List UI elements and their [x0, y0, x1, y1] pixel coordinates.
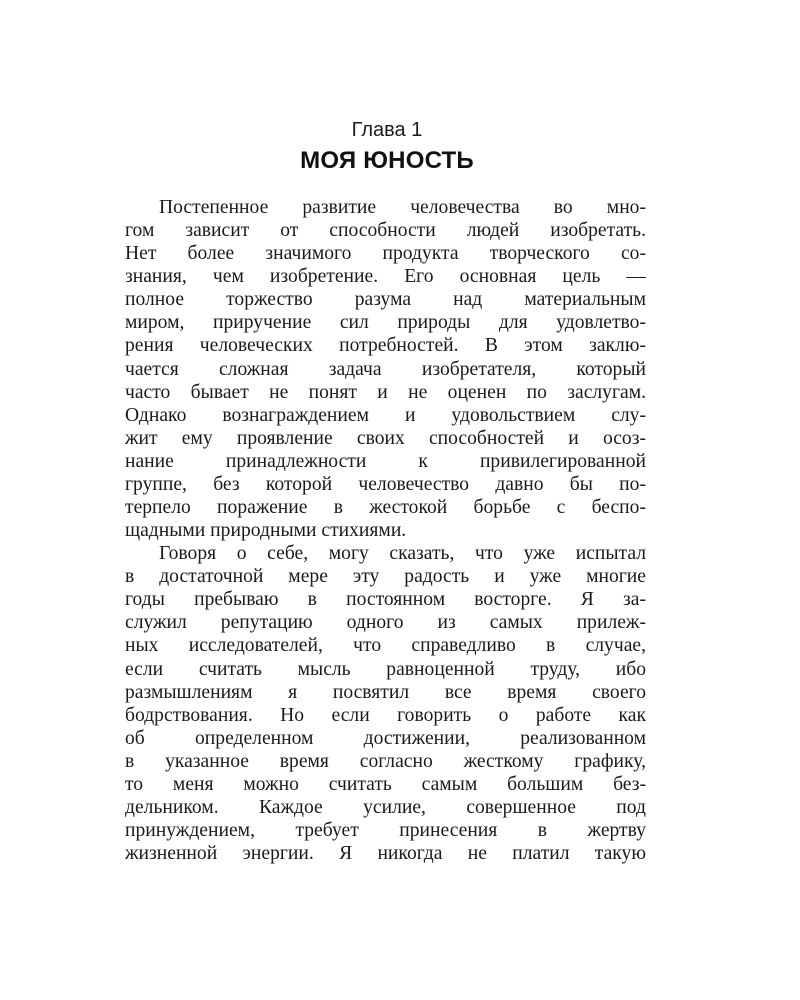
text-line: гом зависит от способности людей изобретать. — [125, 220, 646, 242]
text-line: знания, чем изобретение. Его основная цель — — [125, 266, 646, 288]
text-line: если считать мысль равноценной труду, ибо — [125, 658, 646, 680]
text-line: в указанное время согласно жесткому графику, — [125, 750, 646, 772]
text-line: дельником. Каждое усилие, совершенное под — [125, 797, 646, 819]
chapter-number: Глава 1 — [351, 119, 423, 141]
text-line: Нет более значимого продукта творческого со- — [125, 243, 646, 265]
text-line: терпело поражение в жестокой борьбе с беспо- — [125, 497, 646, 519]
text-line: чается сложная задача изобретателя, который — [125, 358, 646, 380]
text-line: Говоря о себе, могу сказать, что уже испытал — [159, 543, 646, 565]
text-line: Постепенное развитие человечества во мно- — [159, 197, 646, 218]
text-line: рения человеческих потребностей. В этом заклю- — [125, 335, 646, 357]
text-line: Однако вознаграждением и удовольствием слу- — [125, 404, 646, 426]
text-line: полное торжество разума над материальным — [125, 289, 646, 311]
text-line: бодрствования. Но если говорить о работе как — [125, 704, 646, 726]
text-line: ных исследователей, что справедливо в случае, — [125, 635, 646, 657]
paragraph-1 — [125, 196, 646, 542]
text-line: об определенном достижении, реализованном — [125, 727, 646, 749]
text-line: группе, без которой человечество давно бы по- — [125, 473, 646, 495]
paragraph-2 — [125, 542, 646, 865]
text-line: жит ему проявление своих способностей и осоз- — [125, 427, 646, 449]
text-line: миром, приручение сил природы для удовлетво- — [125, 312, 646, 334]
text-line: нание принадлежности к привилегированной — [125, 450, 646, 472]
text-line: щадными природными стихиями. — [125, 520, 407, 542]
text-line: то меня можно считать самым большим без- — [125, 773, 646, 795]
chapter-body — [125, 196, 646, 865]
text-line: принуждением, требует принесения в жертву — [125, 820, 646, 842]
text-line: служил репутацию одного из самых прилеж- — [125, 612, 646, 634]
chapter-title: МОЯ ЮНОСТЬ — [300, 147, 474, 174]
text-line: жизненной энергии. Я никогда не платил такую — [125, 843, 646, 865]
text-line: в достаточной мере эту радость и уже многие — [125, 566, 646, 588]
text-line: годы пребываю в постоянном восторге. Я за- — [125, 589, 646, 611]
text-line: часто бывает не понят и не оценен по заслугам. — [125, 381, 646, 403]
text-line: размышлениям я посвятил все время своего — [125, 681, 646, 703]
